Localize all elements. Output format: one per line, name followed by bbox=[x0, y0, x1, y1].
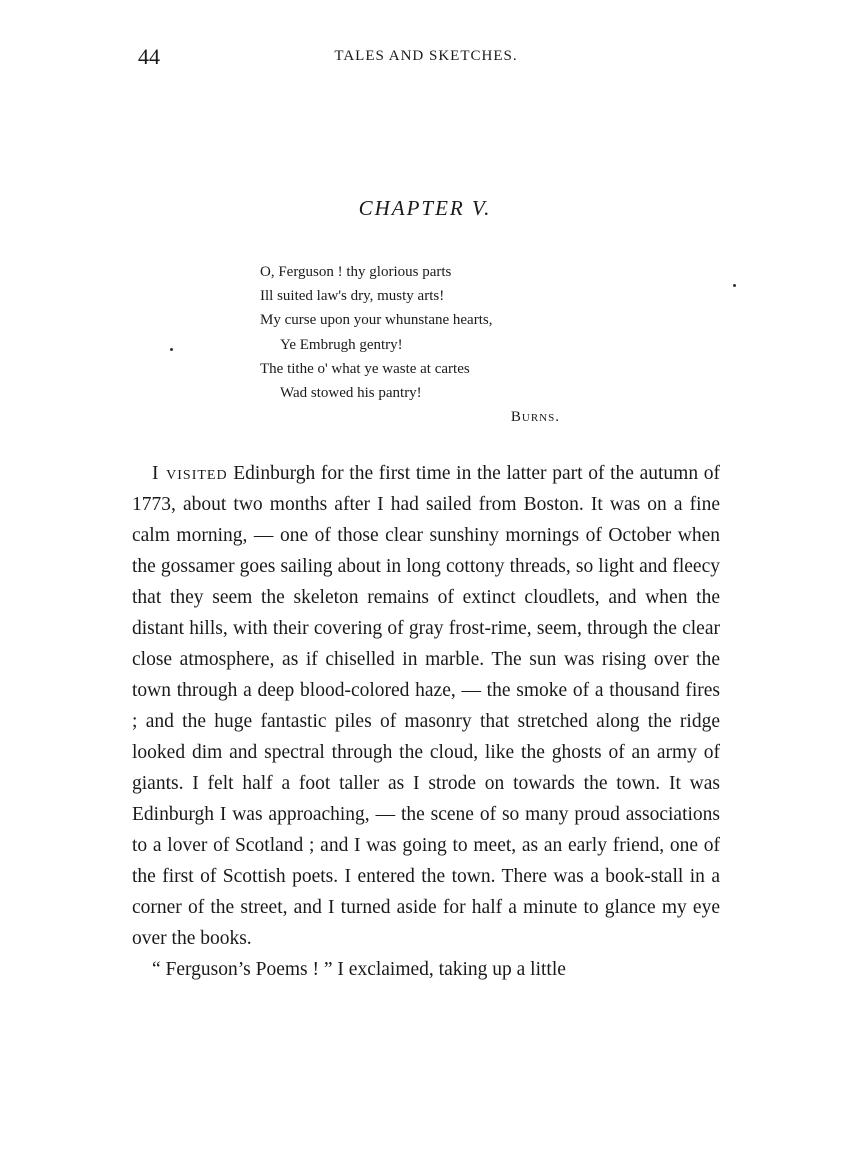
epigraph-line: Ye Embrugh gentry! bbox=[280, 336, 403, 353]
epigraph bbox=[260, 260, 560, 429]
epigraph-attribution: Burns. bbox=[510, 409, 560, 426]
paragraph-text: Edinburgh for the first time in the latter part of the autumn of 1773, about two months after I had sailed from Boston. It was on a fine calm morning, — one of those clear sunshiny mornings of October when the gossamer goes sailing about in long cottony threads, so light and fleecy that they seem the skeleton remains of extinct cloudlets, and when the distant hills, with their covering of gray frost-rime, seem, through the clear close atmosphere, as if chiselled in marble. The sun was rising over the town through a deep blood-colored haze, — the smoke of a thousand fires ; and the huge fantastic piles of masonry that stretched along the ridge looked dim and spectral through the cloud, like the ghosts of an army of giants. I felt half a foot taller as I strode on towards the town. It was Edinburgh I was approaching, — the scene of so many proud associations to a lover of Scotland ; and I was going to meet, as an early friend, one of the first of Scottish poets. I entered the town. There was a book-stall in a corner of the street, and I turned aside for half a minute to glance my eye over the books. bbox=[132, 463, 720, 949]
paragraph-lead-words: I visited bbox=[152, 463, 228, 484]
epigraph-line: Ill suited law's dry, musty arts! bbox=[260, 288, 445, 305]
paragraph: “ Ferguson’s Poems ! ” I exclaimed, taking up a little bbox=[152, 959, 566, 980]
page-header bbox=[132, 44, 720, 76]
epigraph-line: My curse upon your whunstane hearts, bbox=[260, 312, 493, 329]
page-number: 44 bbox=[138, 44, 160, 69]
epigraph-line: The tithe o' what ye waste at cartes bbox=[260, 360, 470, 377]
epigraph-line: O, Ferguson ! thy glorious parts bbox=[260, 264, 452, 280]
paragraph bbox=[132, 458, 720, 954]
body-text bbox=[132, 458, 720, 985]
chapter-title: CHAPTER V. bbox=[358, 196, 492, 220]
print-speck bbox=[170, 348, 173, 351]
running-head: TALES AND SKETCHES. bbox=[334, 48, 518, 64]
epigraph-line: Wad stowed his pantry! bbox=[280, 385, 422, 402]
print-speck bbox=[733, 284, 736, 287]
